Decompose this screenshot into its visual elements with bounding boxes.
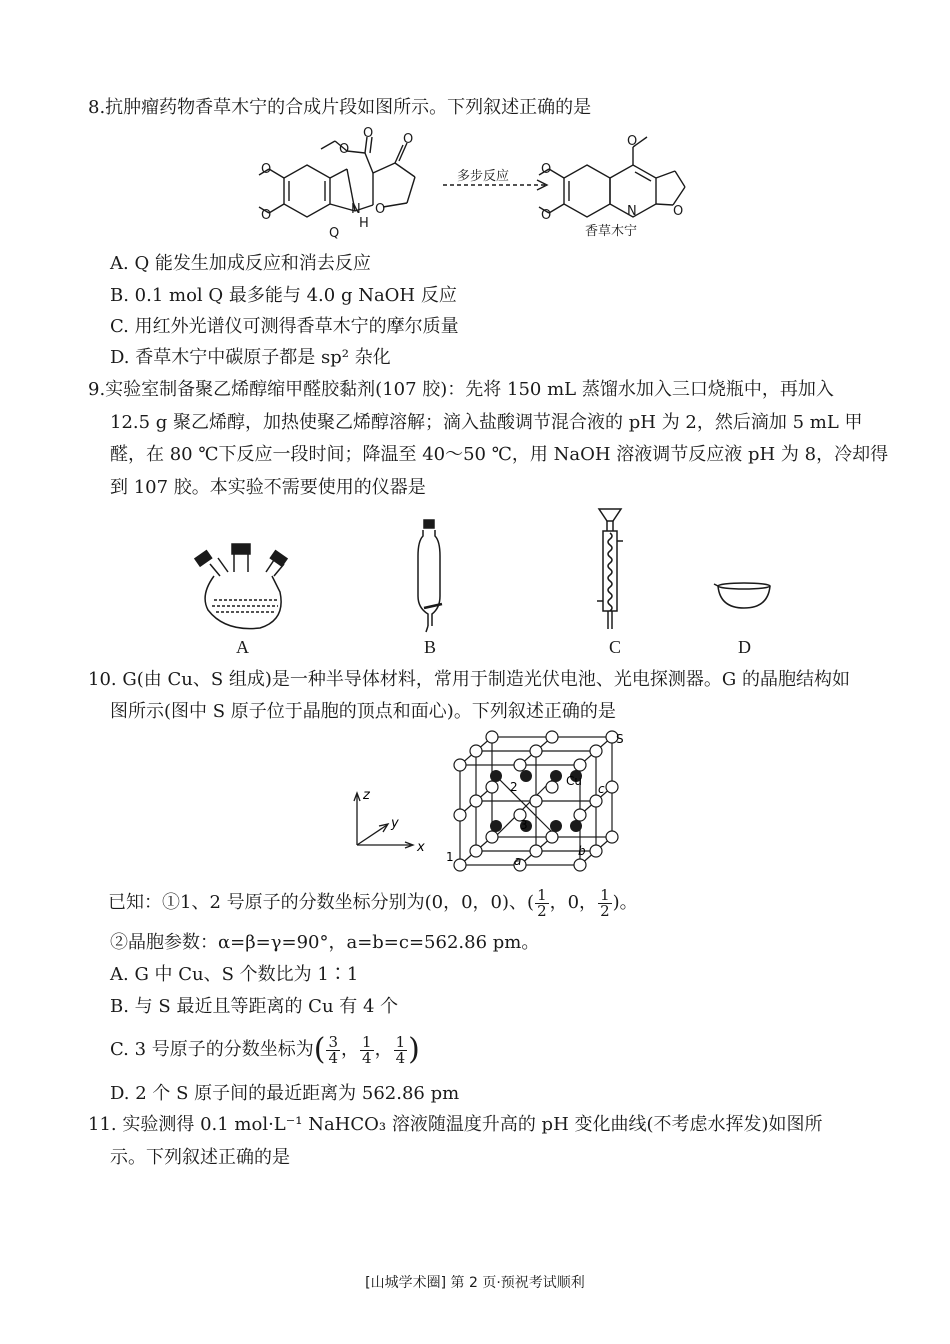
q8-label-q: Q [329, 226, 340, 241]
q8-option-a: A. Q 能发生加成反应和消去反应 [110, 253, 371, 274]
q10-option-b: B. 与 S 最近且等距离的 Cu 有 4 个 [110, 996, 399, 1017]
apparatus-label-a: A [236, 637, 249, 657]
svg-text:z: z [363, 788, 370, 803]
q8-label-product: 香草木宁 [585, 224, 638, 239]
svg-text:O: O [541, 162, 552, 177]
svg-text:O: O [375, 202, 386, 217]
page-footer: [山城学术圈] 第 2 页·预祝考试顺利 [365, 1275, 585, 1291]
q8-stem: 8.抗肿瘤药物香草木宁的合成片段如图所示。下列叙述正确的是 [88, 97, 592, 118]
q10-option-d: D. 2 个 S 原子间的最近距离为 562.86 pm [110, 1083, 460, 1104]
svg-text:Cu: Cu [566, 774, 582, 788]
svg-text:a: a [514, 854, 522, 868]
apparatus-label-c: C [609, 637, 622, 657]
svg-text:2: 2 [510, 780, 518, 794]
svg-text:3: 3 [520, 818, 528, 832]
crystal-cell-diagram [440, 725, 624, 875]
svg-text:y: y [391, 816, 399, 831]
svg-text:O: O [403, 132, 414, 147]
q10-line-2: 图所示(图中 S 原子位于晶胞的顶点和面心)。下列叙述正确的是 [110, 701, 616, 722]
apparatus-label-b: B [424, 637, 437, 657]
svg-text:O: O [261, 162, 272, 177]
svg-text:O: O [363, 126, 374, 141]
svg-text:N: N [351, 202, 361, 217]
svg-text:c: c [598, 782, 605, 796]
q9-line-4: 到 107 胶。本实验不需要使用的仪器是 [110, 477, 426, 498]
q10-option-a: A. G 中 Cu、S 个数比为 1∶1 [110, 964, 359, 985]
q8-option-b: B. 0.1 mol Q 最多能与 4.0 g NaOH 反应 [110, 285, 457, 306]
q10-known-2: ②晶胞参数：α=β=γ=90°，a=b=c=562.86 pm。 [110, 932, 540, 953]
q8-option-c: C. 用红外光谱仪可测得香草木宁的摩尔质量 [110, 316, 459, 337]
svg-text:H: H [359, 216, 369, 231]
svg-text:O: O [673, 204, 684, 219]
coordinate-axes [345, 785, 435, 860]
svg-text:O: O [339, 142, 350, 157]
three-neck-flask [190, 540, 295, 630]
q11-line-1: 11. 实验测得 0.1 mol·L⁻¹ NaHCO₃ 溶液随温度升高的 pH 变化曲线(不考虑水挥发)如图所 [88, 1114, 823, 1135]
svg-text:1: 1 [446, 850, 454, 864]
svg-text:x: x [417, 840, 425, 855]
q10-known-1: 已知：①1、2 号原子的分数坐标分别为(0，0，0)、( $\frac{1}{2}$ ，0， $\frac{1}{2}$ )。 [108, 885, 638, 920]
q10-line-1: 10. G(由 Cu、S 组成)是一种半导体材料，常用于制造光伏电池、光电探测器。G 的晶胞结构如 [88, 669, 851, 690]
q8-arrow-label: 多步反应 [457, 169, 510, 184]
svg-text:O: O [261, 208, 272, 223]
svg-text:S: S [616, 732, 624, 746]
svg-text:O: O [541, 208, 552, 223]
separatory-funnel [412, 516, 448, 634]
q9-line-2: 12.5 g 聚乙烯醇，加热使聚乙烯醇溶解；滴入盐酸调节混合液的 pH 为 2，然后滴加 5 mL 甲 [110, 412, 863, 433]
svg-text:O: O [627, 134, 638, 149]
svg-text:N: N [627, 204, 637, 219]
q8-reaction-scheme [255, 125, 705, 240]
apparatus-label-d: D [738, 637, 751, 657]
q10-option-c: C. 3 号原子的分数坐标为( $\frac{3}{4}$ ， $\frac{1}{4}$ ， $\frac{1}{4}$ ) [110, 1032, 420, 1067]
q11-line-2: 示。下列叙述正确的是 [110, 1147, 290, 1168]
q9-line-1: 9.实验室制备聚乙烯醇缩甲醛胶黏剂(107 胶)：先将 150 mL 蒸馏水加入三口烧瓶中，再加入 [88, 379, 834, 400]
q8-option-d: D. 香草木宁中碳原子都是 sp² 杂化 [110, 347, 391, 368]
evaporating-dish [714, 580, 774, 612]
svg-text:b: b [578, 844, 586, 858]
condenser [595, 505, 625, 635]
q9-line-3: 醛，在 80 ℃下反应一段时间；降温至 40～50 ℃，用 NaOH 溶液调节反应液 pH 为 8，冷却得 [110, 444, 889, 465]
